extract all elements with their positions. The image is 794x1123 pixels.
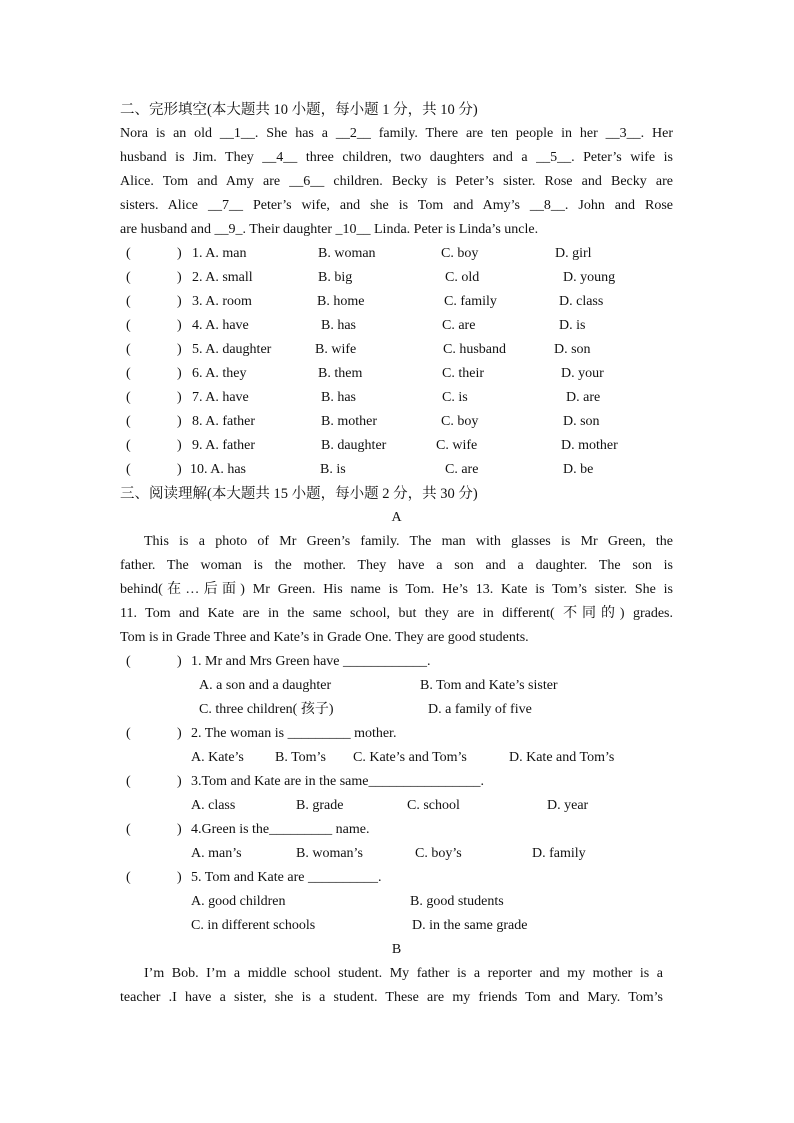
option-d: D. in the same grade: [412, 918, 528, 933]
option-a: 3. A. room: [192, 294, 252, 309]
option-b: B. mother: [321, 414, 377, 429]
passage-line: I’m Bob. I’m a middle school student. My father is a reporter and my mother is a: [144, 966, 663, 981]
option-c: C. husband: [443, 342, 506, 357]
option-d: D. are: [566, 390, 601, 405]
answer-paren-open[interactable]: (: [126, 870, 131, 885]
option-row: [120, 842, 673, 866]
option-b: B. big: [318, 270, 353, 285]
option-a: A. Kate’s: [191, 750, 244, 765]
question-text: 5. Tom and Kate are __________.: [191, 870, 382, 885]
option-d: D. son: [554, 342, 591, 357]
option-row: [120, 698, 673, 722]
passage-line: father. The woman is the mother. They have a son and a daughter. The son is: [120, 558, 673, 573]
option-b: B. them: [318, 366, 363, 381]
option-d: D. son: [563, 414, 600, 429]
option-c: C. boy: [441, 246, 479, 261]
option-b: B. good students: [410, 894, 504, 909]
answer-paren-close: ): [177, 822, 182, 837]
answer-paren-open[interactable]: (: [126, 342, 131, 357]
question-text: 1. Mr and Mrs Green have ____________.: [191, 654, 431, 669]
answer-paren-open[interactable]: (: [126, 246, 131, 261]
option-d: D. be: [563, 462, 594, 477]
option-c: C. school: [407, 798, 460, 813]
option-b: B. wife: [315, 342, 357, 357]
question-text: 3.Tom and Kate are in the same________________.: [191, 774, 484, 789]
section-3-heading: 三、阅读理解(本大题共 15 小题，每小题 2 分，共 30 分): [120, 486, 478, 502]
option-d: D. a family of five: [428, 702, 532, 717]
question-row: [120, 242, 673, 266]
answer-paren-close: ): [177, 318, 182, 333]
option-c: C. boy: [441, 414, 479, 429]
answer-paren-close: ): [177, 366, 182, 381]
option-c: C. in different schools: [191, 918, 316, 933]
option-a: 9. A. father: [192, 438, 255, 453]
answer-paren-close: ): [177, 414, 182, 429]
option-a: 2. A. small: [192, 270, 253, 285]
exam-page: [120, 98, 673, 1010]
reading-questions-a: [120, 650, 673, 938]
option-a: A. a son and a daughter: [199, 678, 332, 693]
option-d: D. young: [563, 270, 616, 285]
passage-line: husband is Jim. They __4__ three children, two daughters and a __5__. Peter’s wife is: [120, 150, 673, 165]
answer-paren-close: ): [177, 726, 182, 741]
question-stem: [120, 818, 673, 842]
option-c: C. Kate’s and Tom’s: [353, 750, 467, 765]
option-a: A. man’s: [191, 846, 242, 861]
option-c: C. old: [445, 270, 480, 285]
option-b: B. is: [320, 462, 346, 477]
question-row: [120, 434, 673, 458]
answer-paren-close: ): [177, 342, 182, 357]
passage-line: Nora is an old __1__. She has a __2__ family. There are ten people in her __3__. Her: [120, 126, 673, 141]
option-c: C. is: [442, 390, 468, 405]
passage-line: 11. Tom and Kate are in the same school, but they are in different( 不同的) grades.: [120, 606, 673, 621]
option-b: B. home: [317, 294, 365, 309]
option-d: D. is: [559, 318, 586, 333]
question-row: [120, 338, 673, 362]
question-row: [120, 458, 673, 482]
option-a: 6. A. they: [192, 366, 247, 381]
option-d: D. Kate and Tom’s: [509, 750, 615, 765]
answer-paren-open[interactable]: (: [126, 822, 131, 837]
answer-paren-open[interactable]: (: [126, 390, 131, 405]
option-b: B. has: [321, 318, 356, 333]
question-stem: [120, 770, 673, 794]
answer-paren-open[interactable]: (: [126, 462, 131, 477]
passage-line: Tom is in Grade Three and Kate’s in Grade One. They are good students.: [120, 630, 529, 645]
option-b: B. Tom’s: [275, 750, 326, 765]
answer-paren-open[interactable]: (: [126, 318, 131, 333]
passage-line: This is a photo of Mr Green’s family. The man with glasses is Mr Green, the: [144, 534, 673, 549]
option-b: B. daughter: [321, 438, 387, 453]
answer-paren-close: ): [177, 462, 182, 477]
answer-paren-open[interactable]: (: [126, 270, 131, 285]
answer-paren-close: ): [177, 270, 182, 285]
option-a: 1. A. man: [192, 246, 247, 261]
option-c: C. are: [445, 462, 479, 477]
answer-paren-open[interactable]: (: [126, 366, 131, 381]
option-d: D. girl: [555, 246, 592, 261]
option-b: B. woman’s: [296, 846, 363, 861]
option-c: C. three children( 孩子): [199, 702, 334, 717]
option-row: [120, 890, 673, 914]
option-row: [120, 746, 673, 770]
passage-line: Alice. Tom and Amy are __6__ children. Becky is Peter’s sister. Rose and Becky are: [120, 174, 673, 189]
option-d: D. your: [561, 366, 604, 381]
question-row: [120, 410, 673, 434]
option-c: C. are: [442, 318, 476, 333]
question-row: [120, 386, 673, 410]
option-c: C. family: [444, 294, 497, 309]
part-b-label: B: [391, 942, 402, 957]
section-2-heading: 二、完形填空(本大题共 10 小题，每小题 1 分，共 10 分): [120, 102, 478, 118]
option-d: D. mother: [561, 438, 618, 453]
option-b: B. has: [321, 390, 356, 405]
part-a-label: A: [391, 510, 402, 525]
answer-paren-open[interactable]: (: [126, 726, 131, 741]
answer-paren-open[interactable]: (: [126, 654, 131, 669]
question-row: [120, 314, 673, 338]
option-a: 4. A. have: [192, 318, 249, 333]
question-stem: [120, 650, 673, 674]
option-b: B. woman: [318, 246, 376, 261]
passage-line: sisters. Alice __7__ Peter’s wife, and she is Tom and Amy’s __8__. John and Rose: [120, 198, 673, 213]
answer-paren-open[interactable]: (: [126, 294, 131, 309]
cloze-passage: [120, 122, 673, 242]
cloze-questions: [120, 242, 673, 482]
option-c: C. their: [442, 366, 484, 381]
option-c: C. boy’s: [415, 846, 462, 861]
option-a: 5. A. daughter: [192, 342, 272, 357]
answer-paren-close: ): [177, 390, 182, 405]
option-b: B. grade: [296, 798, 344, 813]
option-row: [120, 794, 673, 818]
option-a: 10. A. has: [190, 462, 246, 477]
option-a: 8. A. father: [192, 414, 255, 429]
answer-paren-close: ): [177, 654, 182, 669]
option-d: D. family: [532, 846, 586, 861]
answer-paren-close: ): [177, 870, 182, 885]
option-row: [120, 674, 673, 698]
question-stem: [120, 866, 673, 890]
answer-paren-open[interactable]: (: [126, 414, 131, 429]
option-row: [120, 914, 673, 938]
question-row: [120, 362, 673, 386]
answer-paren-close: ): [177, 438, 182, 453]
passage-line: are husband and __9_. Their daughter _10__ Linda. Peter is Linda’s uncle.: [120, 222, 539, 237]
reading-passage-a: [120, 530, 673, 650]
passage-line: teacher .I have a sister, she is a student. These are my friends Tom and Mary. Tom’s: [120, 990, 663, 1005]
question-text: 2. The woman is _________ mother.: [191, 726, 397, 741]
option-a: A. good children: [191, 894, 286, 909]
answer-paren-open[interactable]: (: [126, 774, 131, 789]
option-a: 7. A. have: [192, 390, 249, 405]
answer-paren-open[interactable]: (: [126, 438, 131, 453]
option-c: C. wife: [436, 438, 478, 453]
answer-paren-close: ): [177, 294, 182, 309]
option-d: D. year: [547, 798, 589, 813]
answer-paren-close: ): [177, 774, 182, 789]
passage-line: behind(在…后面) Mr Green. His name is Tom. He’s 13. Kate is Tom’s sister. She is: [120, 582, 673, 597]
option-b: B. Tom and Kate’s sister: [420, 678, 558, 693]
reading-passage-b: [120, 962, 673, 1010]
question-row: [120, 266, 673, 290]
question-row: [120, 290, 673, 314]
question-text: 4.Green is the_________ name.: [191, 822, 370, 837]
question-stem: [120, 722, 673, 746]
option-d: D. class: [559, 294, 604, 309]
option-a: A. class: [191, 798, 236, 813]
answer-paren-close: ): [177, 246, 182, 261]
